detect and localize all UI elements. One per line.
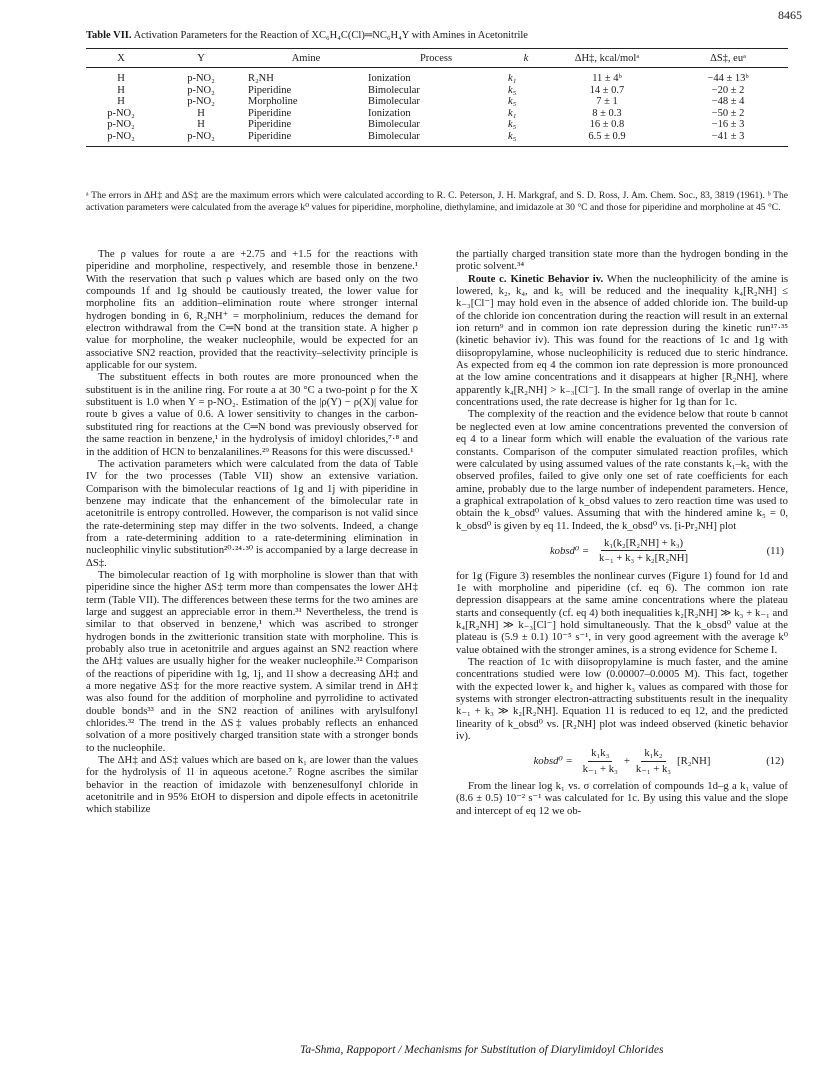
cell-x: H (117, 96, 125, 107)
equation-11 (456, 537, 788, 565)
cell-amine: Piperidine (248, 119, 292, 130)
fraction-denominator: k₋₁ + k₃ + k₂[R₂NH] (599, 552, 689, 565)
page-number: 8465 (778, 8, 802, 22)
fraction-numerator: k₁(k₂[R₂NH] + k₃) (601, 537, 686, 551)
left-column (86, 248, 418, 816)
cell-x: p-NO₂ (107, 107, 135, 119)
cell-process: Ionization (368, 107, 411, 119)
body-paragraph (456, 273, 788, 409)
table-title: Activation Parameters for the Reaction of XC₆H₄C(Cl)═NC₆H₄Y with Amines in Acetonitrile (133, 30, 528, 41)
table-row (86, 131, 788, 147)
cell-x: p-NO₂ (86, 131, 156, 147)
cell-enthalpy: 6.5 ± 0.9 (546, 131, 668, 147)
cell-k: k₅ (508, 84, 517, 96)
cell-enthalpy: 11 ± 4ᵇ (592, 73, 622, 84)
equation-fraction (596, 537, 691, 565)
cell-enthalpy: 8 ± 0.3 (592, 107, 622, 119)
cell-amine: R₂NH (248, 73, 274, 84)
cell-process: Bimolecular (368, 96, 420, 107)
cell-k: k₁ (508, 107, 517, 119)
table-row (86, 119, 788, 131)
cell-process: Bimolecular (368, 119, 420, 130)
cell-process: Bimolecular (366, 131, 506, 147)
header-x: X (86, 49, 156, 68)
body-paragraph: The ΔH‡ and ΔS‡ values which are based on k₁ are lower than the values for the hydrolysis of 1l in aqueous acetone.⁷ Rogne ascribes the similar behavior in the reaction of imidazole with benzenesulfonyl chloride in acetonitrile and in 95% EtOH to dispersion and dipole effects in acetonitrile which stabilize (86, 754, 418, 816)
header-amine: Amine (246, 49, 366, 68)
cell-amine: Piperidine (246, 131, 366, 147)
equation-plus: + (623, 755, 630, 768)
table-row (86, 85, 788, 97)
fraction-denominator: k₋₁ + k₃ (635, 762, 672, 775)
cell-process: Bimolecular (368, 84, 420, 96)
cell-x: H (117, 73, 125, 84)
cell-k: k₁ (508, 73, 517, 84)
header-process: Process (366, 49, 506, 68)
body-paragraph: The bimolecular reaction of 1g with morpholine is slower than that with piperidine since the higher ΔS‡ term more than compensates the lower ΔH‡ term (Table VII). The differences between these terms for the two amines are large and suggest an appreciable error in them.³¹ Nevertheless, the trend is similar to that observed in benzene,¹ which was ascribed to stronger hydrogen bonds in the zwitterionic transition state with morpholine. This is probably also true in acetonitrile and argues against an SN2 reaction where the ΔH‡ values are usually higher for the weaker nucleophile.³² Comparison of the reactions of piperidine with 1g, 1j, and 1l show a decreasing ΔH‡ and a more negative ΔS‡ for the more reactive system. A similar trend in ΔH‡ was also found for the addition of morpholine and pyrrolidine to activated double bonds³³ and in the SN2 reaction of anilines with arylsulfonyl chlorides.³² The trend in the ΔS‡ values probably reflects an enhanced solvation of a more positively charged transition state with a stronger bonds to the nucleophile. (86, 568, 418, 754)
cell-amine: Piperidine (248, 107, 292, 119)
equation-fraction (633, 747, 674, 775)
equation-number: (12) (766, 755, 784, 768)
body-paragraph: The activation parameters which were calculated from the data of Table IV for the two processes (Table VII) show an extensive variation. Comparison with the bimolecular reactions of 1g and 1j with piperidine in benzene may indicate that the enhancement of the bimolecular rate in acetonitrile is entropy controlled. However, the comparison is not valid since the rate-determining step may differ in the two solvents. Indeed, a change from a rate-determining addition to a rate-determining elimination in nucleophilic vinylic substitution²⁰·²⁴·³⁰ is accompanied by a large decrease in ΔS‡. (86, 457, 418, 569)
equation-tail: [R₂NH] (677, 755, 711, 768)
cell-entropy: −44 ± 13ᵇ (707, 73, 749, 84)
cell-y: H (197, 107, 205, 119)
cell-amine: Piperidine (248, 84, 292, 96)
cell-entropy: −48 ± 4 (711, 96, 745, 107)
right-column (456, 248, 788, 817)
fraction-numerator: k₁k₃ (588, 747, 612, 761)
cell-enthalpy: 7 ± 1 (596, 96, 618, 107)
cell-k: k₅ (508, 119, 517, 130)
cell-k: k₅ (508, 96, 517, 107)
cell-enthalpy: 14 ± 0.7 (589, 84, 625, 96)
table-label: Table VII. (86, 30, 132, 41)
cell-process: Ionization (368, 73, 411, 84)
header-y: Y (156, 49, 246, 68)
cell-enthalpy: 16 ± 0.8 (589, 119, 625, 130)
cell-entropy: −50 ± 2 (711, 107, 745, 119)
equation-lhs: kobsd⁰ = (533, 755, 573, 768)
cell-amine: Morpholine (248, 96, 298, 107)
header-k: k (506, 49, 546, 68)
body-paragraph: the partially charged transition state more than the hydrogen bonding in the protic solvent.³⁴ (456, 248, 788, 273)
table-footnote: ᵃ The errors in ΔH‡ and ΔS‡ are the maximum errors which were calculated according to R. C. Peterson, J. H. Markgraf, and S. D. Ross, J. Am. Chem. Soc., 83, 3819 (1961). ᵇ The activation parameters were calculated from the average k⁰ values for piperidine, morpholine, diethylamine, and imidazole at 30 °C and those for piperidine and morpholine at 45 °C. (86, 190, 788, 213)
cell-y: p-NO₂ (187, 73, 215, 84)
cell-y: H (197, 119, 205, 130)
table-caption (86, 30, 528, 41)
header-entropy: ΔS‡, euᵃ (668, 49, 788, 68)
body-paragraph: The substituent effects in both routes are more pronounced when the substituent is in the aniline ring. For route a at 30 °C a two-point ρ for the X substituent is 1.0 when Y = p-NO₂. Estimation of the |ρ(Y) − ρ(X)| value for route b gives a value of 0.6. A lower sensitivity to changes in the carbon-substituted ring for reactions at the C═N bond was previously observed for the same reaction in benzene,¹ in the hydrolysis of imidoyl chlorides,⁷·⁸ and in the addition of HCN to benzalanilines.²⁹ Reasons for this were discussed.¹ (86, 371, 418, 458)
body-paragraph: The ρ values for route a are +2.75 and +1.5 for the reactions with piperidine and morpholine, respectively, and resemble those in benzene.¹ With the reservation that such ρ values which are based only on the two compounds 1f and 1g should be cautiously treated, the lower value for morpholine fits an addition–elimination route where stronger internal hydrogen bonding in 6, R₂NH⁺ = morpholinium, reduces the demand for electron withdrawal from the C═N bond at the transition state. A higher ρ value for morpholine, the weaker nucleophile, would be expected for an associative SN2 reaction, provided that the reactivity–selectivity principle is applicable for our system. (86, 248, 418, 372)
cell-y: p-NO₂ (187, 96, 215, 107)
paragraph-text: When the nucleophilicity of the amine is lowered, k₂, k₄, and k₅ will be reduced and the inequality k₄[R₂NH] ≤ k₋₃[Cl⁻] may hold even in the absence of added chloride ion. The build-up of the chloride ion concentration during the reaction will result in an external ion return⁹ and in common ion rate depression during the kinetic run¹⁷·³⁵ (kinetic behavior iv). This was found for the reactions of 1c and 1g with diisopropylamine, whose nucleophilicity is reduced due to steric hindrance. As expected from eq 4 the common ion rate depression is more pronounced at the low amine concentrations and it disappears at higher [R₂NH], where apparently k₄[R₂NH] > k₋₃[Cl⁻]. In the small range of overlap in the amine concentrations used, the rate decrease is higher for 1g than for 1c. (456, 272, 789, 409)
equation-lhs: kobsd⁰ = (549, 544, 590, 557)
activation-parameters-table (86, 48, 788, 147)
body-paragraph: for 1g (Figure 3) resembles the nonlinear curves (Figure 1) found for 1d and 1e with morpholine and piperidine (cf. eq 6). The common ion rate depression disappears at the same amine concentrations where the plateau starts and consequently (cf. eq 4) both inequalities k₂[R₂NH] ≫ k₃ + k₋₁ and k₄[R₂NH] ≫ k₋₃[Cl⁻] hold simultaneously. That the k_obsd⁰ value at the plateau is (5.9 ± 0.1) 10⁻⁵ s⁻¹, in very good agreement with the average k⁰ value obtained with the stronger amines, is a strong evidence for Scheme I. (456, 569, 788, 656)
body-paragraph: The complexity of the reaction and the evidence below that route b cannot be neglected even at low amine concentrations prevented the conversion of eq 4 to a linear form which will enable the evaluation of the various rate constants. Comparison of the computer simulated reaction profiles, which were calculated by using assumed values of the rate constants k₁–k₅ with the observed profiles, failed to give only one set of rate coefficients for each amine, probably due to the large number of independent parameters. Hence, a graphical extrapolation of k_obsd values to zero reaction time was used to obtain the k_obsd⁰ values. Assuming that with the hindered amine k₅ = 0, k_obsd⁰ is given by eq 11. Indeed, the k_obsd⁰ vs. [i-Pr₂NH] plot (456, 408, 788, 532)
fraction-denominator: k₋₁ + k₃ (582, 762, 618, 775)
cell-entropy: −20 ± 2 (711, 84, 745, 96)
cell-entropy: −41 ± 3 (668, 131, 788, 147)
body-paragraph: From the linear log k₁ vs. σ correlation of compounds 1d–g a k₁ value of (8.6 ± 0.5) 10⁻² s⁻¹ was calculated for 1c. By using this value and the slope and intercept of eq 12 we ob- (456, 780, 788, 817)
fraction-numerator: k₁k₂ (641, 747, 665, 761)
table-row (86, 108, 788, 120)
cell-k: k₅ (506, 131, 546, 147)
running-footer: Ta-Shma, Rappoport / Mechanisms for Substitution of Diarylimidoyl Chlorides (300, 1044, 664, 1056)
equation-fraction (580, 747, 621, 775)
section-heading: Route c. Kinetic Behavior iv. (468, 272, 604, 285)
table-row (86, 68, 788, 85)
equation-number: (11) (766, 544, 784, 557)
cell-x: H (117, 84, 125, 96)
equation-12 (456, 747, 788, 775)
cell-y: p-NO₂ (156, 131, 246, 147)
table-row (86, 96, 788, 108)
header-enthalpy: ΔH‡, kcal/molᵃ (546, 49, 668, 68)
cell-entropy: −16 ± 3 (711, 119, 745, 130)
cell-x: p-NO₂ (107, 119, 135, 130)
body-paragraph: The reaction of 1c with diisopropylamine is much faster, and the amine concentrations studied were low (0.00007–0.0005 M). This fact, together with the expected lower k₂ and higher k₃ values as compared with those for systems with stronger electron-attracting substituents result in the inequality k₋₁ + k₃ ≫ k₂[R₂NH]. Equation 11 is reduced to eq 12, and the predicted linearity of k_obsd⁰ vs. [R₂NH] plot was indeed observed (kinetic behavior iv). (456, 656, 788, 743)
table-header-row (86, 49, 788, 68)
cell-y: p-NO₂ (187, 84, 215, 96)
